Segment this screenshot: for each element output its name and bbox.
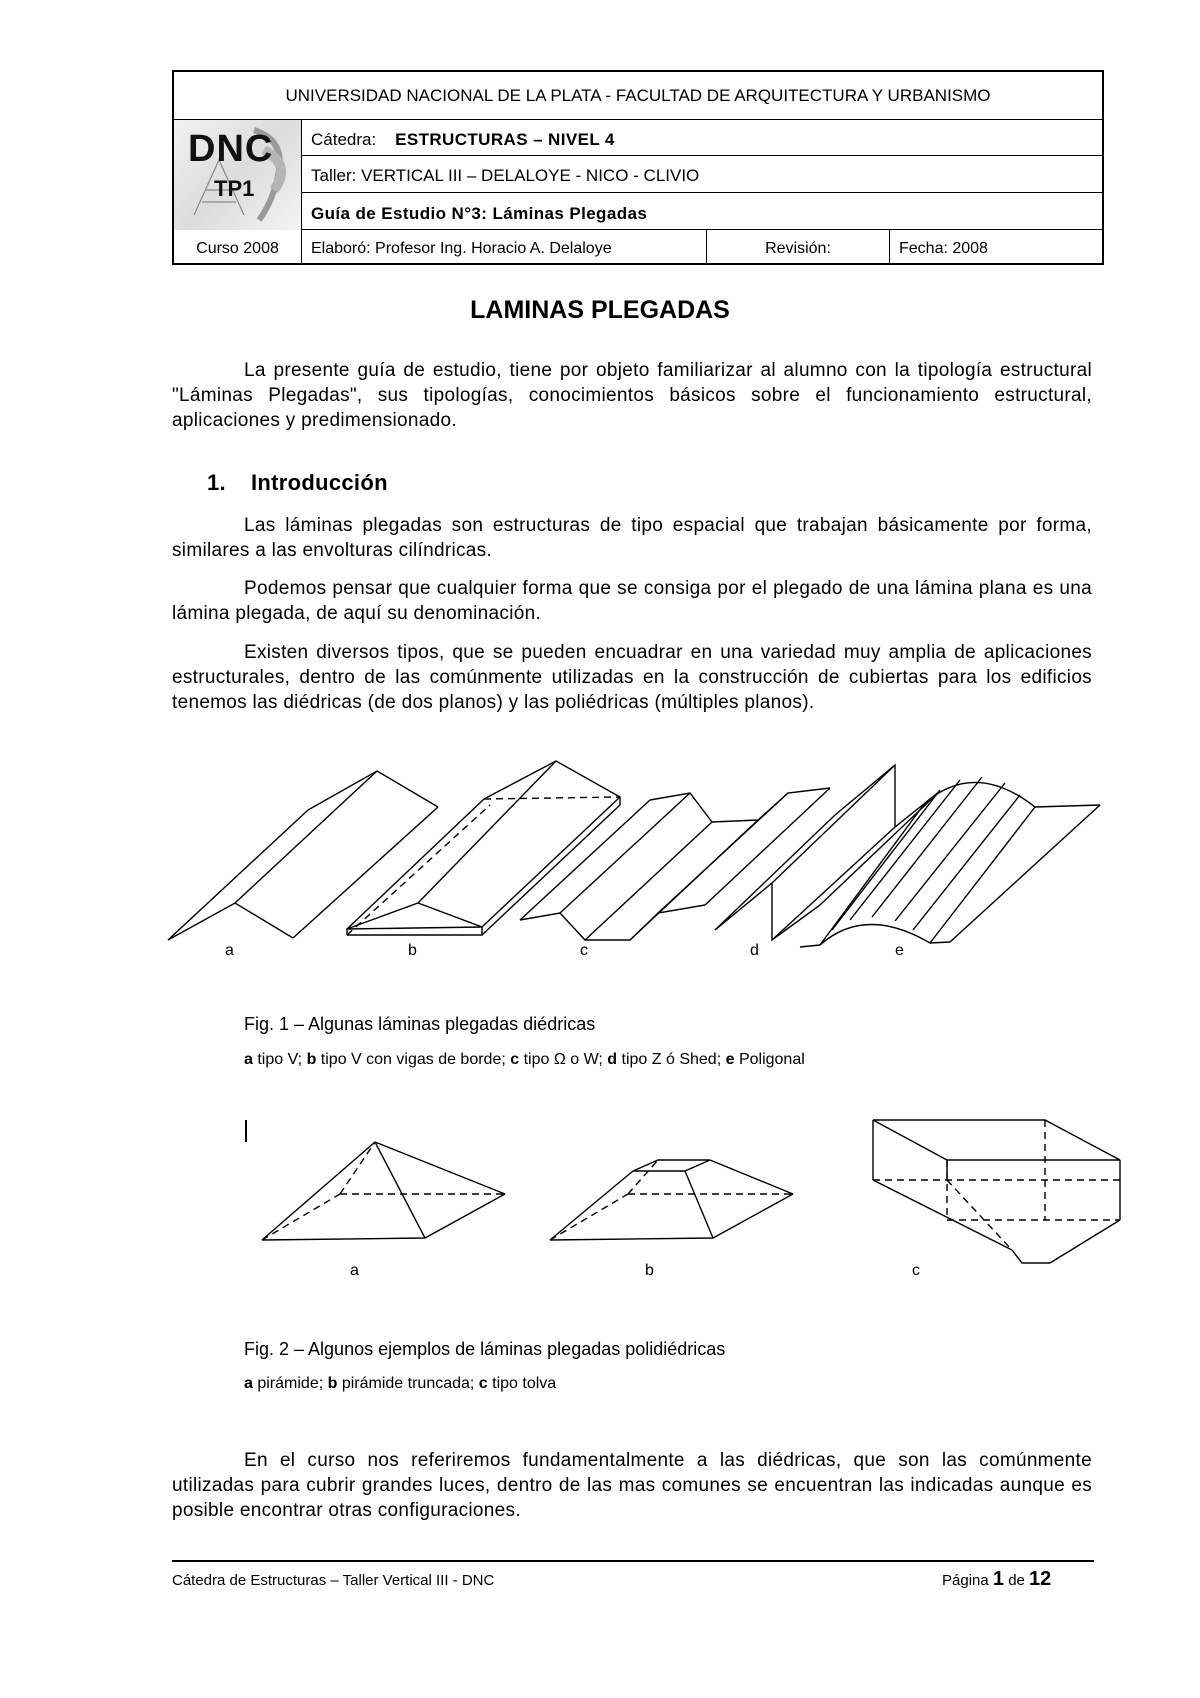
legend-key: a [244, 1051, 253, 1068]
legend-key: b [327, 1375, 338, 1392]
fig1-shape-e [800, 777, 1100, 947]
catedra-label: Cátedra: [311, 130, 377, 149]
intro-text: La presente guía de estudio, tiene por objeto familiarizar al alumno con la tipología estructural "Láminas Plegadas", sus tipologías, conocimientos básicos sobre el funcionamiento estructural, aplicaciones y predimensionado. [172, 360, 1092, 431]
fig2-label-c: c [912, 1262, 920, 1279]
curso-cell: Curso 2008 [174, 230, 302, 263]
page-title: LAMINAS PLEGADAS [470, 296, 730, 324]
page-word: Página [942, 1572, 989, 1589]
page-current: 1 [992, 1568, 1005, 1590]
logo-tp1-text: TP1 [214, 176, 255, 201]
fig1-label-c: c [580, 942, 588, 959]
fig1-label-d: d [750, 942, 759, 959]
legend-text: tipo V; [252, 1051, 307, 1068]
legend-text: tipo Z ó Shed; [617, 1051, 726, 1068]
taller-row: Taller: VERTICAL III – DELALOYE - NICO - CLIVIO [302, 156, 1102, 193]
footer-text: Cátedra de Estructuras – Taller Vertical III - DNC [172, 1572, 495, 1589]
paragraph-3 [172, 640, 1092, 715]
closing-paragraph [172, 1448, 1092, 1523]
header-table [172, 70, 1104, 265]
fig1-label-b: b [408, 942, 417, 959]
figure-1-diagram [160, 755, 1110, 965]
institution-name: UNIVERSIDAD NACIONAL DE LA PLATA - FACULTAD DE ARQUITECTURA Y URBANISMO [174, 72, 1102, 120]
fig2-shape-c-hopper [873, 1120, 1120, 1263]
figure-1-legend [244, 1051, 805, 1069]
legend-text: tipo V con vigas de borde; [316, 1051, 511, 1068]
legend-key: e [725, 1051, 735, 1068]
fecha-cell: Fecha: 2008 [899, 240, 988, 257]
guia-row: Guía de Estudio N°3: Láminas Plegadas [302, 193, 1102, 230]
dnc-logo [174, 120, 302, 230]
legend-text: pirámide truncada; [337, 1375, 479, 1392]
page-number [942, 1568, 1051, 1591]
fig1-label-e: e [895, 942, 904, 959]
figure-2-legend [244, 1375, 556, 1393]
paragraph-2 [172, 576, 1092, 626]
footer-divider [172, 1560, 1094, 1562]
catedra-value: ESTRUCTURAS – NIVEL 4 [395, 130, 615, 149]
intro-paragraph [172, 358, 1092, 433]
paragraph-1-text: Las láminas plegadas son estructuras de tipo espacial que trabajan básicamente por forma, similares a las envolturas cilíndricas. [172, 515, 1092, 561]
fig1-shape-a [168, 771, 438, 940]
closing-text: En el curso nos referiremos fundamentalmente a las diédricas, que son las comúnmente utilizadas para cubrir grandes luces, dentro de las mas comunes se encuentran las indicadas aunque es posible encontrar otras configuraciones. [172, 1450, 1092, 1521]
legend-text: Poligonal [734, 1051, 805, 1068]
fig1-shape-b [347, 761, 620, 935]
page-of: de [1008, 1572, 1025, 1589]
legend-text: tipo tolva [487, 1375, 557, 1392]
elaboro-cell: Elaboró: Profesor Ing. Horacio A. Delaloye [302, 230, 707, 263]
figure-2-caption: Fig. 2 – Algunos ejemplos de láminas plegadas polidiédricas [244, 1339, 726, 1359]
fig2-label-b: b [645, 1262, 654, 1279]
legend-key: c [510, 1051, 520, 1068]
fig2-shape-b-truncated-pyramid [550, 1160, 793, 1240]
legend-text: pirámide; [252, 1375, 328, 1392]
section-heading [207, 470, 388, 496]
fig1-label-a: a [225, 942, 234, 959]
legend-key: b [306, 1051, 317, 1068]
section-number: 1. [207, 470, 226, 495]
paragraph-1 [172, 513, 1092, 563]
revision-cell: Revisión: [707, 230, 890, 263]
paragraph-2-text: Podemos pensar que cualquier forma que se consiga por el plegado de una lámina plana es una lámina plegada, de aquí su denominación. [172, 578, 1092, 624]
fig2-shape-a-pyramid [262, 1142, 505, 1240]
fig2-label-a: a [350, 1262, 359, 1279]
section-title: Introducción [251, 470, 388, 495]
legend-key: d [607, 1051, 618, 1068]
legend-key: c [478, 1375, 488, 1392]
page-total: 12 [1029, 1568, 1052, 1590]
legend-key: a [244, 1375, 253, 1392]
legend-text: tipo Ω o W; [519, 1051, 608, 1068]
catedra-row [302, 120, 1102, 156]
figure-1-caption: Fig. 1 – Algunas láminas plegadas diédricas [244, 1014, 596, 1034]
paragraph-3-text: Existen diversos tipos, que se pueden encuadrar en una variedad muy amplia de aplicaciones estructurales, dentro de las comúnmente utilizadas en la construcción de cubiertas para los edificios tenemos las diédricas (de dos planos) y las poliédricas (múltiples planos). [172, 642, 1092, 713]
figure-2-diagram [240, 1115, 1140, 1285]
logo-dnc-text: DNC [188, 128, 274, 170]
header-bottom-row [174, 230, 1102, 263]
